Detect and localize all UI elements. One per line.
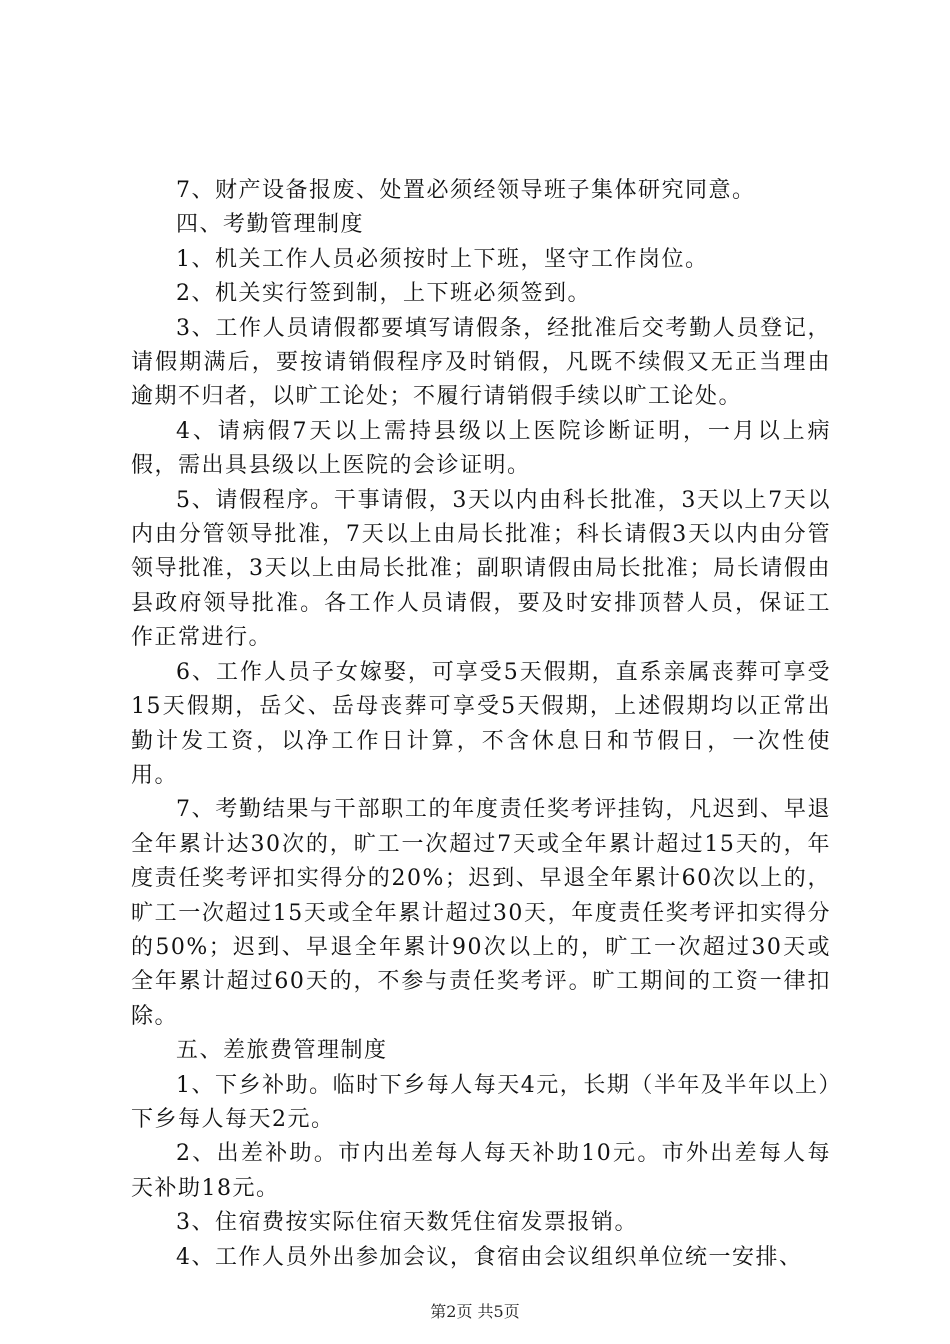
paragraph-travel-4: 4、工作人员外出参加会议，食宿由会议组织单位统一安排、 [176, 1244, 803, 1270]
document-body [131, 174, 831, 1275]
section-heading-attendance: 四、考勤管理制度 [176, 212, 365, 238]
paragraph-attendance-2: 2、机关实行签到制，上下班必须签到。 [176, 281, 591, 307]
paragraph-attendance-6: 6、工作人员子女嫁娶，可享受5天假期，直系亲属丧葬可享受15天假期，岳父、岳母丧葬可享受5天假期，上述假期均以正常出勤计发工资，以净工作日计算，不含休息日和节假日，一次性使用。 [131, 659, 831, 788]
paragraph-attendance-3: 3、工作人员请假都要填写请假条，经批准后交考勤人员登记，请假期满后，要按请销假程序及时销假，凡既不续假又无正当理由逾期不归者，以旷工论处；不履行请销假手续以旷工论处。 [131, 315, 831, 410]
paragraph-travel-1: 1、下乡补助。临时下乡每人每天4元，长期（半年及半年以上）下乡每人每天2元。 [131, 1072, 831, 1132]
paragraph-attendance-1: 1、机关工作人员必须按时上下班，坚守工作岗位。 [176, 246, 709, 272]
paragraph-attendance-4: 4、请病假7天以上需持县级以上医院诊断证明，一月以上病假，需出具县级以上医院的会诊证明。 [131, 418, 831, 479]
paragraph-attendance-7: 7、考勤结果与干部职工的年度责任奖考评挂钩，凡迟到、早退全年累计达30次的，旷工一次超过7天或全年累计超过15天的，年度责任奖考评扣实得分的20%；迟到、早退全年累计60次以上的，旷工一次超过15天或全年累计超过30天，年度责任奖考评扣实得分的50%；迟到、早退全年累计90次以上的，旷工一次超过30天或全年累计超过60天的，不参与责任奖考评。旷工期间的工资一律扣除。 [131, 797, 831, 1029]
section-heading-travel: 五、差旅费管理制度 [176, 1038, 388, 1064]
page-footer: 第2页 共5页 [430, 1302, 520, 1321]
paragraph-attendance-5: 5、请假程序。干事请假，3天以内由科长批准，3天以上7天以内由分管领导批准，7天以上由局长批准；科长请假3天以内由分管领导批准，3天以上由局长批准；副职请假由局长批准；局长请假由县政府领导批准。各工作人员请假，要及时安排顶替人员，保证工作正常进行。 [131, 487, 831, 651]
paragraph-travel-2: 2、出差补助。市内出差每人每天补助10元。市外出差每人每天补助18元。 [131, 1141, 831, 1201]
paragraph-property-disposal: 7、财产设备报废、处置必须经领导班子集体研究同意。 [176, 178, 756, 203]
paragraph-travel-3: 3、住宿费按实际住宿天数凭住宿发票报销。 [176, 1210, 638, 1236]
